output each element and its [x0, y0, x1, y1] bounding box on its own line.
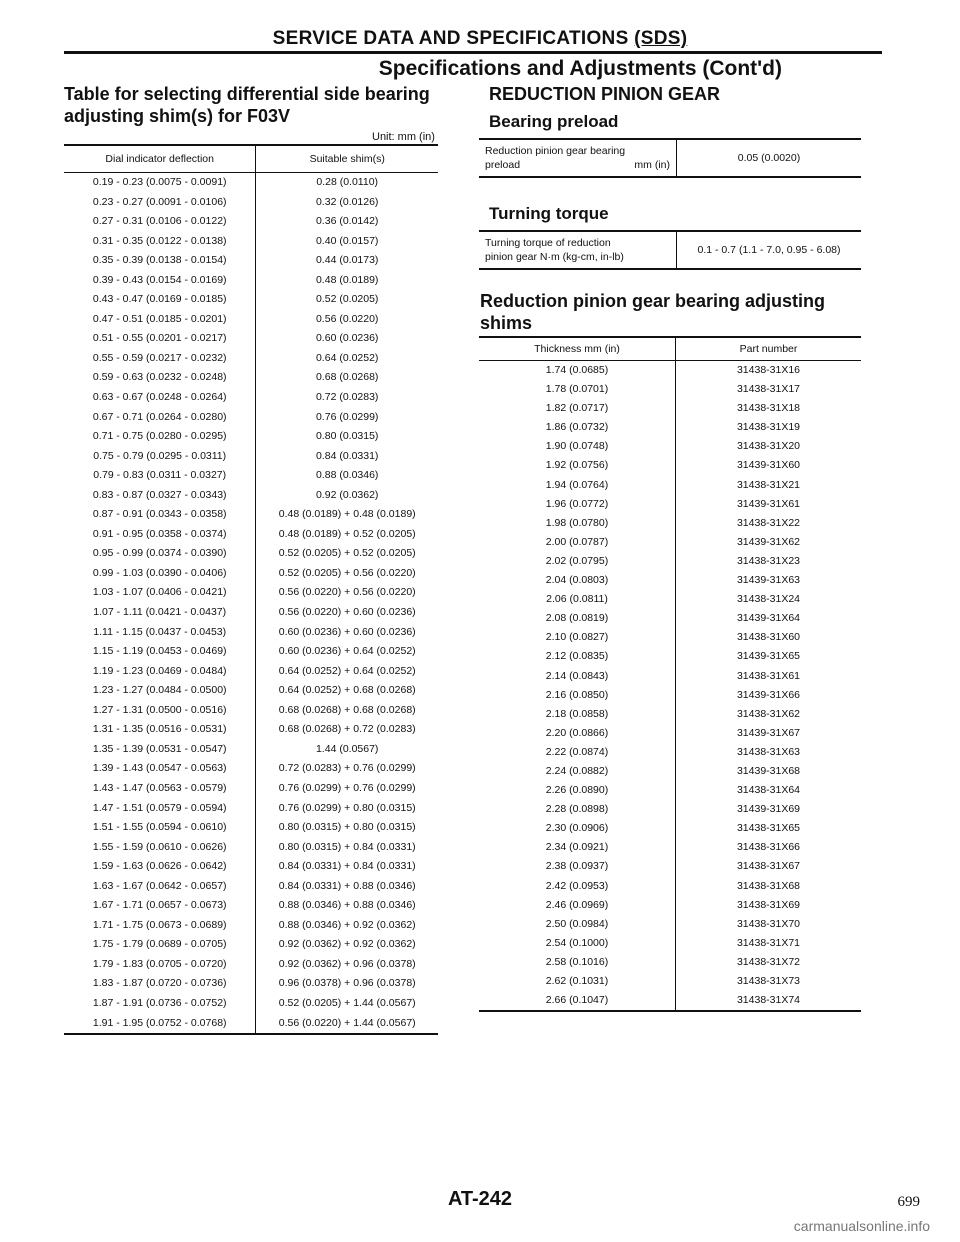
cell-secondary: 0.72 (0.0283): [315, 391, 379, 404]
preload-label-text: preload: [485, 159, 521, 171]
turning-torque-table: [479, 230, 861, 270]
cell-secondary: 0.44 (0.0173): [315, 254, 379, 267]
page-code: AT-242: [447, 1188, 513, 1210]
watermark: carmanualsonline.info: [793, 1218, 930, 1234]
table-row: [479, 647, 861, 666]
cell-secondary: 31438-31X67: [736, 860, 801, 873]
column-header: Suitable shim(s): [256, 145, 438, 173]
cell-primary: 0.63 - 0.67 (0.0248 - 0.0264): [64, 388, 256, 408]
cell-primary: 1.91 - 1.95 (0.0752 - 0.0768): [64, 1014, 256, 1035]
cell-secondary: 0.68 (0.0268): [315, 371, 379, 384]
table-row: [479, 724, 861, 743]
cell-secondary: 0.48 (0.0189) + 0.52 (0.0205): [278, 527, 416, 540]
table-row: [479, 628, 861, 647]
preload-label-line1: Reduction pinion gear bearing: [485, 145, 626, 157]
cell-primary: 2.50 (0.0984): [479, 915, 676, 934]
table-row: [64, 212, 438, 232]
cell-primary: 2.62 (0.1031): [479, 972, 676, 991]
table-row: [64, 994, 438, 1014]
cell-secondary: 0.76 (0.0299): [315, 410, 379, 423]
table-row: [64, 544, 438, 564]
table-row: [64, 720, 438, 740]
table-row: [479, 590, 861, 609]
cell-secondary: 0.52 (0.0205) + 0.52 (0.0205): [278, 547, 416, 560]
table-row: [479, 972, 861, 991]
table-row: [64, 623, 438, 643]
table-row: [479, 609, 861, 628]
cell-secondary: 0.88 (0.0346) + 0.92 (0.0362): [278, 918, 416, 931]
cell-secondary: 31438-31X66: [736, 841, 801, 854]
torque-label-line1: Turning torque of reduction: [485, 237, 611, 249]
table-row: [479, 934, 861, 953]
cell-primary: 2.14 (0.0843): [479, 667, 676, 686]
table-row: [479, 380, 861, 399]
table-row: [479, 571, 861, 590]
cell-primary: 1.15 - 1.19 (0.0453 - 0.0469): [64, 642, 256, 662]
table-row: [64, 857, 438, 877]
cell-secondary: 0.36 (0.0142): [315, 215, 379, 228]
cell-primary: 1.98 (0.0780): [479, 514, 676, 533]
table-row: [64, 681, 438, 701]
table-row: [64, 603, 438, 623]
table-row: [479, 418, 861, 437]
cell-primary: 1.74 (0.0685): [479, 361, 676, 381]
cell-secondary: 0.56 (0.0220) + 0.56 (0.0220): [278, 586, 416, 599]
cell-secondary: 0.80 (0.0315) + 0.84 (0.0331): [278, 840, 416, 853]
reduction-pinion-gear-title: REDUCTION PINION GEAR: [489, 84, 721, 104]
table-row: [479, 495, 861, 514]
cell-secondary: 0.64 (0.0252): [315, 351, 379, 364]
table-row: [64, 701, 438, 721]
table-row: [479, 705, 861, 724]
header-title: SERVICE DATA AND SPECIFICATIONS: [272, 28, 635, 49]
cell-secondary: 0.60 (0.0236) + 0.60 (0.0236): [278, 625, 416, 638]
cell-secondary: 31438-31X71: [736, 936, 801, 949]
cell-secondary: 31438-31X61: [736, 669, 801, 682]
table-row: [64, 271, 438, 291]
table-row: [64, 877, 438, 897]
pinion-shims-table: [479, 336, 861, 1012]
cell-secondary: 0.60 (0.0236) + 0.64 (0.0252): [278, 645, 416, 658]
cell-secondary: 31438-31X23: [736, 554, 801, 567]
cell-primary: 1.35 - 1.39 (0.0531 - 0.0547): [64, 740, 256, 760]
cell-secondary: 31438-31X73: [736, 975, 801, 987]
cell-secondary: 0.60 (0.0236): [315, 332, 379, 345]
cell-secondary: 31438-31X18: [736, 402, 801, 415]
table-row: [479, 437, 861, 456]
table-row: [64, 974, 438, 994]
table-row: [479, 399, 861, 418]
table-row: [479, 686, 861, 705]
cell-primary: 0.87 - 0.91 (0.0343 - 0.0358): [64, 505, 256, 525]
cell-primary: 0.55 - 0.59 (0.0217 - 0.0232): [64, 349, 256, 369]
cell-primary: 0.79 - 0.83 (0.0311 - 0.0327): [64, 466, 256, 486]
cell-primary: 0.59 - 0.63 (0.0232 - 0.0248): [64, 368, 256, 388]
table-row: [64, 232, 438, 252]
differential-shim-table: [64, 144, 438, 1035]
table-row: [64, 193, 438, 213]
cell-secondary: 0.48 (0.0189) + 0.48 (0.0189): [278, 508, 416, 521]
cell-primary: 1.94 (0.0764): [479, 476, 676, 495]
table-row: [64, 642, 438, 662]
cell-secondary: 0.92 (0.0362) + 0.96 (0.0378): [278, 957, 416, 970]
cell-primary: 1.86 (0.0732): [479, 418, 676, 437]
cell-secondary: 0.84 (0.0331) + 0.88 (0.0346): [278, 879, 416, 892]
cell-secondary: 0.80 (0.0315): [315, 430, 379, 443]
cell-secondary: 0.72 (0.0283) + 0.76 (0.0299): [278, 762, 416, 775]
preload-unit: mm (in): [634, 159, 670, 171]
cell-primary: 2.34 (0.0921): [479, 838, 676, 857]
table-row: [479, 667, 861, 686]
cell-secondary: 0.96 (0.0378) + 0.96 (0.0378): [278, 977, 416, 990]
cell-secondary: 31439-31X62: [736, 535, 801, 548]
table-row: [64, 662, 438, 682]
cell-primary: 1.39 - 1.43 (0.0547 - 0.0563): [64, 759, 256, 779]
table-row: [479, 896, 861, 915]
cell-secondary: 0.92 (0.0362): [315, 488, 379, 501]
cell-primary: 0.83 - 0.87 (0.0327 - 0.0343): [64, 486, 256, 506]
cell-primary: 0.75 - 0.79 (0.0295 - 0.0311): [64, 447, 256, 467]
cell-primary: 1.19 - 1.23 (0.0469 - 0.0484): [64, 662, 256, 682]
table-row: [479, 533, 861, 552]
table-row: [64, 251, 438, 271]
cell-primary: 1.43 - 1.47 (0.0563 - 0.0579): [64, 779, 256, 799]
cell-primary: 1.27 - 1.31 (0.0500 - 0.0516): [64, 701, 256, 721]
cell-primary: 1.63 - 1.67 (0.0642 - 0.0657): [64, 877, 256, 897]
cell-primary: 2.02 (0.0795): [479, 552, 676, 571]
table-row: [479, 231, 861, 269]
cell-primary: 1.55 - 1.59 (0.0610 - 0.0626): [64, 838, 256, 858]
cell-secondary: 31438-31X62: [736, 707, 801, 720]
cell-primary: 1.90 (0.0748): [479, 437, 676, 456]
cell-primary: 0.67 - 0.71 (0.0264 - 0.0280): [64, 408, 256, 428]
table-row: [64, 408, 438, 428]
table-row: [64, 935, 438, 955]
cell-primary: 0.71 - 0.75 (0.0280 - 0.0295): [64, 427, 256, 447]
cell-secondary: 0.52 (0.0205): [315, 293, 379, 306]
column-header: Dial indicator deflection: [64, 145, 256, 173]
cell-primary: 0.39 - 0.43 (0.0154 - 0.0169): [64, 271, 256, 291]
cell-primary: 0.95 - 0.99 (0.0374 - 0.0390): [64, 544, 256, 564]
column-header: Thickness mm (in): [479, 337, 676, 361]
cell-primary: 2.18 (0.0858): [479, 705, 676, 724]
torque-value: 0.1 - 0.7 (1.1 - 7.0, 0.95 - 6.08): [697, 244, 841, 256]
cell-primary: 1.23 - 1.27 (0.0484 - 0.0500): [64, 681, 256, 701]
cell-primary: 0.19 - 0.23 (0.0075 - 0.0091): [64, 173, 256, 193]
table-row: [64, 349, 438, 369]
cell-secondary: 0.40 (0.0157): [315, 234, 379, 247]
cell-primary: 2.22 (0.0874): [479, 743, 676, 762]
cell-primary: 0.51 - 0.55 (0.0201 - 0.0217): [64, 329, 256, 349]
cell-secondary: 31439-31X67: [736, 726, 801, 739]
cell-primary: 2.66 (0.1047): [479, 991, 676, 1011]
cell-secondary: 31438-31X22: [736, 516, 801, 529]
bearing-preload-table: [479, 138, 861, 178]
cell-primary: 2.16 (0.0850): [479, 686, 676, 705]
table-row: [64, 818, 438, 838]
cell-secondary: 31439-31X60: [736, 459, 801, 472]
cell-primary: 1.82 (0.0717): [479, 399, 676, 418]
torque-label-line2: pinion gear N·m (kg-cm, in-lb): [485, 251, 624, 263]
cell-secondary: 31439-31X64: [736, 612, 801, 625]
cell-secondary: 31438-31X72: [736, 955, 801, 968]
cell-secondary: 0.84 (0.0331): [315, 449, 379, 462]
table-row: [64, 447, 438, 467]
cell-secondary: 0.64 (0.0252) + 0.68 (0.0268): [278, 684, 416, 697]
table-header-row: [479, 337, 861, 361]
header-title-sds: (SDS): [634, 28, 688, 49]
cell-primary: 1.03 - 1.07 (0.0406 - 0.0421): [64, 583, 256, 603]
table-row: [64, 329, 438, 349]
page-number: 699: [897, 1194, 920, 1210]
cell-primary: 0.43 - 0.47 (0.0169 - 0.0185): [64, 290, 256, 310]
table-row: [64, 1014, 438, 1035]
table-header-row: [64, 145, 438, 173]
cell-primary: 2.08 (0.0819): [479, 609, 676, 628]
cell-primary: 1.71 - 1.75 (0.0673 - 0.0689): [64, 916, 256, 936]
cell-primary: 0.27 - 0.31 (0.0106 - 0.0122): [64, 212, 256, 232]
cell-primary: 2.58 (0.1016): [479, 953, 676, 972]
cell-secondary: 31439-31X63: [736, 574, 801, 587]
shim-table-title: Table for selecting differential side bearing adjusting shim(s) for F03V: [64, 84, 430, 126]
table-row: [479, 953, 861, 972]
cell-primary: 1.78 (0.0701): [479, 380, 676, 399]
table-row: [64, 505, 438, 525]
cell-secondary: 0.56 (0.0220) + 1.44 (0.0567): [278, 1016, 416, 1029]
table-row: [64, 388, 438, 408]
cell-secondary: 31438-31X20: [736, 440, 801, 453]
preload-label-line2: [485, 158, 670, 172]
unit-label: Unit: mm (in): [372, 131, 435, 143]
table-row: [479, 819, 861, 838]
cell-secondary: 0.76 (0.0299) + 0.80 (0.0315): [278, 801, 416, 814]
cell-secondary: 31438-31X69: [736, 898, 801, 911]
cell-primary: 0.91 - 0.95 (0.0358 - 0.0374): [64, 525, 256, 545]
cell-primary: 2.04 (0.0803): [479, 571, 676, 590]
cell-secondary: 31439-31X61: [736, 497, 801, 510]
cell-primary: 2.24 (0.0882): [479, 762, 676, 781]
table-row: [64, 799, 438, 819]
cell-secondary: 31438-31X17: [736, 383, 801, 396]
cell-secondary: 31439-31X69: [736, 803, 801, 816]
cell-primary: 0.47 - 0.51 (0.0185 - 0.0201): [64, 310, 256, 330]
cell-primary: 0.35 - 0.39 (0.0138 - 0.0154): [64, 251, 256, 271]
table-row: [479, 857, 861, 876]
cell-secondary: 0.92 (0.0362) + 0.92 (0.0362): [278, 938, 416, 951]
cell-secondary: 31438-31X70: [736, 917, 801, 930]
pinion-shims-heading: Reduction pinion gear bearing adjusting shims: [480, 291, 826, 333]
table-row: [64, 486, 438, 506]
table-row: [64, 838, 438, 858]
table-row: [64, 290, 438, 310]
cell-secondary: 31439-31X68: [736, 764, 801, 777]
table-row: [64, 310, 438, 330]
cell-secondary: 0.56 (0.0220): [315, 312, 379, 325]
table-row: [64, 583, 438, 603]
page-header: [0, 28, 960, 50]
table-row: [64, 896, 438, 916]
cell-primary: 2.42 (0.0953): [479, 877, 676, 896]
cell-secondary: 0.48 (0.0189): [315, 273, 379, 286]
cell-primary: 1.83 - 1.87 (0.0720 - 0.0736): [64, 974, 256, 994]
table-row: [64, 427, 438, 447]
cell-secondary: 0.68 (0.0268) + 0.72 (0.0283): [278, 723, 416, 736]
cell-primary: 2.28 (0.0898): [479, 800, 676, 819]
bearing-preload-heading: Bearing preload: [489, 112, 619, 131]
cell-secondary: 31438-31X65: [736, 822, 801, 835]
cell-primary: 1.07 - 1.11 (0.0421 - 0.0437): [64, 603, 256, 623]
table-row: [479, 762, 861, 781]
cell-secondary: 0.88 (0.0346): [315, 469, 379, 482]
table-row: [479, 743, 861, 762]
cell-secondary: 0.84 (0.0331) + 0.84 (0.0331): [278, 860, 416, 873]
cell-secondary: 0.56 (0.0220) + 0.60 (0.0236): [278, 606, 416, 619]
preload-label: [479, 139, 677, 177]
table-row: [479, 476, 861, 495]
cell-primary: 2.54 (0.1000): [479, 934, 676, 953]
table-row: [64, 368, 438, 388]
cell-primary: 2.38 (0.0937): [479, 857, 676, 876]
cell-secondary: 0.68 (0.0268) + 0.68 (0.0268): [278, 703, 416, 716]
cell-secondary: 31438-31X60: [736, 631, 801, 644]
preload-value: 0.05 (0.0020): [737, 152, 801, 164]
cell-secondary: 1.44 (0.0567): [315, 742, 379, 755]
table-row: [479, 877, 861, 896]
cell-secondary: 0.32 (0.0126): [315, 195, 379, 208]
cell-secondary: 31438-31X74: [736, 994, 801, 1007]
cell-primary: 2.06 (0.0811): [479, 590, 676, 609]
table-row: [479, 991, 861, 1011]
cell-secondary: 0.88 (0.0346) + 0.88 (0.0346): [278, 899, 416, 912]
table-row: [479, 915, 861, 934]
cell-primary: 2.46 (0.0969): [479, 896, 676, 915]
table-row: [64, 173, 438, 193]
cell-secondary: 31439-31X65: [736, 650, 801, 663]
cell-secondary: 0.52 (0.0205) + 1.44 (0.0567): [278, 996, 416, 1009]
cell-primary: 0.31 - 0.35 (0.0122 - 0.0138): [64, 232, 256, 252]
table-row: [64, 740, 438, 760]
cell-primary: 2.20 (0.0866): [479, 724, 676, 743]
cell-primary: 1.96 (0.0772): [479, 495, 676, 514]
cell-secondary: 31438-31X68: [736, 879, 801, 892]
cell-primary: 1.67 - 1.71 (0.0657 - 0.0673): [64, 896, 256, 916]
cell-primary: 1.31 - 1.35 (0.0516 - 0.0531): [64, 720, 256, 740]
cell-primary: 1.79 - 1.83 (0.0705 - 0.0720): [64, 955, 256, 975]
table-row: [479, 800, 861, 819]
table-row: [479, 456, 861, 475]
cell-secondary: 31438-31X24: [736, 593, 801, 606]
cell-primary: 2.10 (0.0827): [479, 628, 676, 647]
cell-secondary: 0.76 (0.0299) + 0.76 (0.0299): [278, 781, 416, 794]
cell-secondary: 31438-31X64: [736, 784, 801, 797]
table-row: [479, 139, 861, 177]
column-header: Part number: [676, 337, 862, 361]
cell-secondary: 0.52 (0.0205) + 0.56 (0.0220): [278, 566, 416, 579]
header-rule: [64, 51, 882, 54]
cell-primary: 1.75 - 1.79 (0.0689 - 0.0705): [64, 935, 256, 955]
cell-primary: 1.59 - 1.63 (0.0626 - 0.0642): [64, 857, 256, 877]
cell-secondary: 31438-31X16: [736, 364, 801, 376]
cell-primary: 0.99 - 1.03 (0.0390 - 0.0406): [64, 564, 256, 584]
cell-secondary: 31438-31X63: [736, 745, 801, 758]
cell-secondary: 0.80 (0.0315) + 0.80 (0.0315): [278, 821, 416, 834]
table-row: [479, 838, 861, 857]
table-row: [479, 781, 861, 800]
cell-secondary: 31438-31X21: [736, 478, 801, 491]
table-row: [64, 564, 438, 584]
cell-primary: 2.00 (0.0787): [479, 533, 676, 552]
page-subtitle: Specifications and Adjustments (Cont'd): [378, 57, 782, 80]
table-row: [479, 514, 861, 533]
table-row: [64, 759, 438, 779]
cell-primary: 2.30 (0.0906): [479, 819, 676, 838]
cell-primary: 0.23 - 0.27 (0.0091 - 0.0106): [64, 193, 256, 213]
cell-secondary: 31439-31X66: [736, 688, 801, 701]
torque-label: [479, 231, 677, 269]
table-row: [64, 955, 438, 975]
cell-primary: 1.51 - 1.55 (0.0594 - 0.0610): [64, 818, 256, 838]
table-row: [479, 361, 861, 381]
table-row: [64, 525, 438, 545]
turning-torque-heading: Turning torque: [489, 204, 609, 223]
cell-primary: 1.11 - 1.15 (0.0437 - 0.0453): [64, 623, 256, 643]
table-row: [479, 552, 861, 571]
cell-primary: 2.26 (0.0890): [479, 781, 676, 800]
cell-secondary: 31438-31X19: [736, 421, 801, 434]
table-row: [64, 779, 438, 799]
table-row: [64, 466, 438, 486]
cell-primary: 1.47 - 1.51 (0.0579 - 0.0594): [64, 799, 256, 819]
cell-primary: 1.87 - 1.91 (0.0736 - 0.0752): [64, 994, 256, 1014]
cell-primary: 1.92 (0.0756): [479, 456, 676, 475]
cell-secondary: 0.64 (0.0252) + 0.64 (0.0252): [278, 664, 416, 677]
table-row: [64, 916, 438, 936]
cell-secondary: 0.28 (0.0110): [316, 176, 379, 188]
cell-primary: 2.12 (0.0835): [479, 647, 676, 666]
